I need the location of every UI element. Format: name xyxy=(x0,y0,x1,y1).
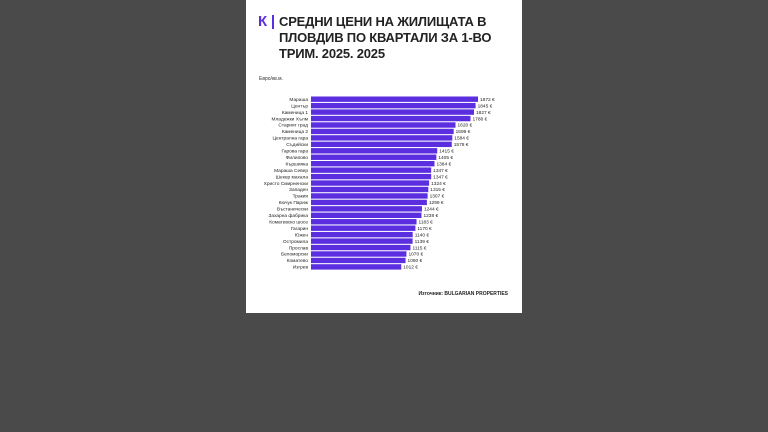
bar xyxy=(311,219,417,224)
category-label: Център xyxy=(291,104,308,110)
value-label: 1347 € xyxy=(433,175,448,181)
bar xyxy=(311,226,415,231)
value-label: 1012 € xyxy=(403,265,418,271)
bar xyxy=(311,174,431,179)
value-label: 1584 € xyxy=(454,136,469,142)
source-note: Източник: BULGARIAN PROPERTIES xyxy=(418,291,508,297)
chart-card xyxy=(246,0,522,313)
value-label: 1315 € xyxy=(430,188,445,194)
value-label: 1324 € xyxy=(431,181,446,187)
value-label: 1415 € xyxy=(439,149,454,155)
value-label: 1070 € xyxy=(408,252,424,258)
category-label: Гагарин xyxy=(290,226,308,232)
bar xyxy=(311,161,434,166)
bar xyxy=(311,238,413,243)
category-label: Централна гара xyxy=(272,136,308,142)
value-label: 1405 € xyxy=(438,155,454,161)
bar xyxy=(311,109,474,114)
bar xyxy=(311,264,401,269)
category-label: Христо Смирненски xyxy=(263,181,308,187)
value-label: 1578 € xyxy=(453,143,469,149)
bar xyxy=(311,232,413,237)
category-label: Южен xyxy=(294,233,308,239)
value-label: 1307 € xyxy=(429,194,445,200)
value-label: 1115 € xyxy=(412,246,427,252)
bar xyxy=(311,148,437,153)
category-label: Западен xyxy=(289,188,308,194)
category-label: Коматево xyxy=(286,259,308,265)
value-label: 1384 € xyxy=(436,162,452,168)
chart-title: СРЕДНИ ЦЕНИ НА ЖИЛИЩАТА В ПЛОВДИВ ПО КВАРТАЛИ ЗА 1-ВО ТРИМ. 2025. 2025 xyxy=(279,14,492,61)
value-label: 1060 € xyxy=(407,259,423,265)
category-label: Прослав xyxy=(288,246,308,252)
bar xyxy=(311,155,436,160)
category-label: Въстанически xyxy=(276,207,308,213)
bar xyxy=(311,251,406,256)
category-label: Изгрев xyxy=(292,265,308,271)
category-label: Каменица 2 xyxy=(281,130,308,136)
value-label: 1827 € xyxy=(475,110,491,116)
value-label: 1244 € xyxy=(423,207,439,213)
value-label: 1872 € xyxy=(480,97,495,103)
category-label: Остромила xyxy=(282,239,308,245)
value-label: 1183 € xyxy=(418,220,433,226)
value-label: 1238 € xyxy=(423,214,439,219)
bar xyxy=(311,167,431,172)
bar xyxy=(311,129,454,134)
category-label: Мараша Север xyxy=(274,168,308,174)
value-label: 1170 € xyxy=(417,226,432,232)
value-label: 1139 € xyxy=(414,239,429,245)
value-label: 1347 € xyxy=(433,168,448,174)
value-label: 1788 € xyxy=(472,117,488,123)
unit-label: Евро/кв.м. xyxy=(259,76,284,82)
category-label: Тракия xyxy=(292,194,308,200)
bar xyxy=(311,258,406,263)
bar-chart xyxy=(246,0,522,313)
category-label: Каменица 1 xyxy=(281,110,308,116)
category-label: Захарна фабрика xyxy=(268,214,308,219)
bar xyxy=(311,213,421,218)
brand-logo-icon: К xyxy=(258,13,268,30)
value-label: 1299 € xyxy=(428,201,444,207)
bar xyxy=(311,193,428,198)
bar xyxy=(311,200,427,205)
bar xyxy=(311,245,410,250)
category-label: Марашa xyxy=(289,97,308,103)
category-label: Беломорски xyxy=(281,252,308,258)
category-label: Старият град xyxy=(278,123,308,129)
bar xyxy=(311,116,471,121)
value-label: 1599 € xyxy=(455,130,471,136)
category-label: Младежки Хълм xyxy=(271,117,308,123)
category-label: Кючук Париж xyxy=(278,201,308,207)
category-label: Гарова гара xyxy=(281,149,308,155)
category-label: Съдийски xyxy=(286,143,308,149)
bar xyxy=(311,180,429,185)
bar xyxy=(311,103,476,108)
bar xyxy=(311,122,456,127)
bar xyxy=(311,142,452,147)
bar xyxy=(311,206,422,211)
value-label: 1140 € xyxy=(414,233,430,239)
bar xyxy=(311,187,428,192)
category-label: Коматевско шосе xyxy=(269,220,308,226)
value-label: 1845 € xyxy=(477,104,493,110)
category-label: Филипово xyxy=(285,155,308,161)
bar xyxy=(311,135,452,140)
value-label: 1620 € xyxy=(457,123,473,129)
category-label: Кършияка xyxy=(285,162,308,168)
bar xyxy=(311,97,478,102)
category-label: Шекер махала xyxy=(275,175,308,181)
